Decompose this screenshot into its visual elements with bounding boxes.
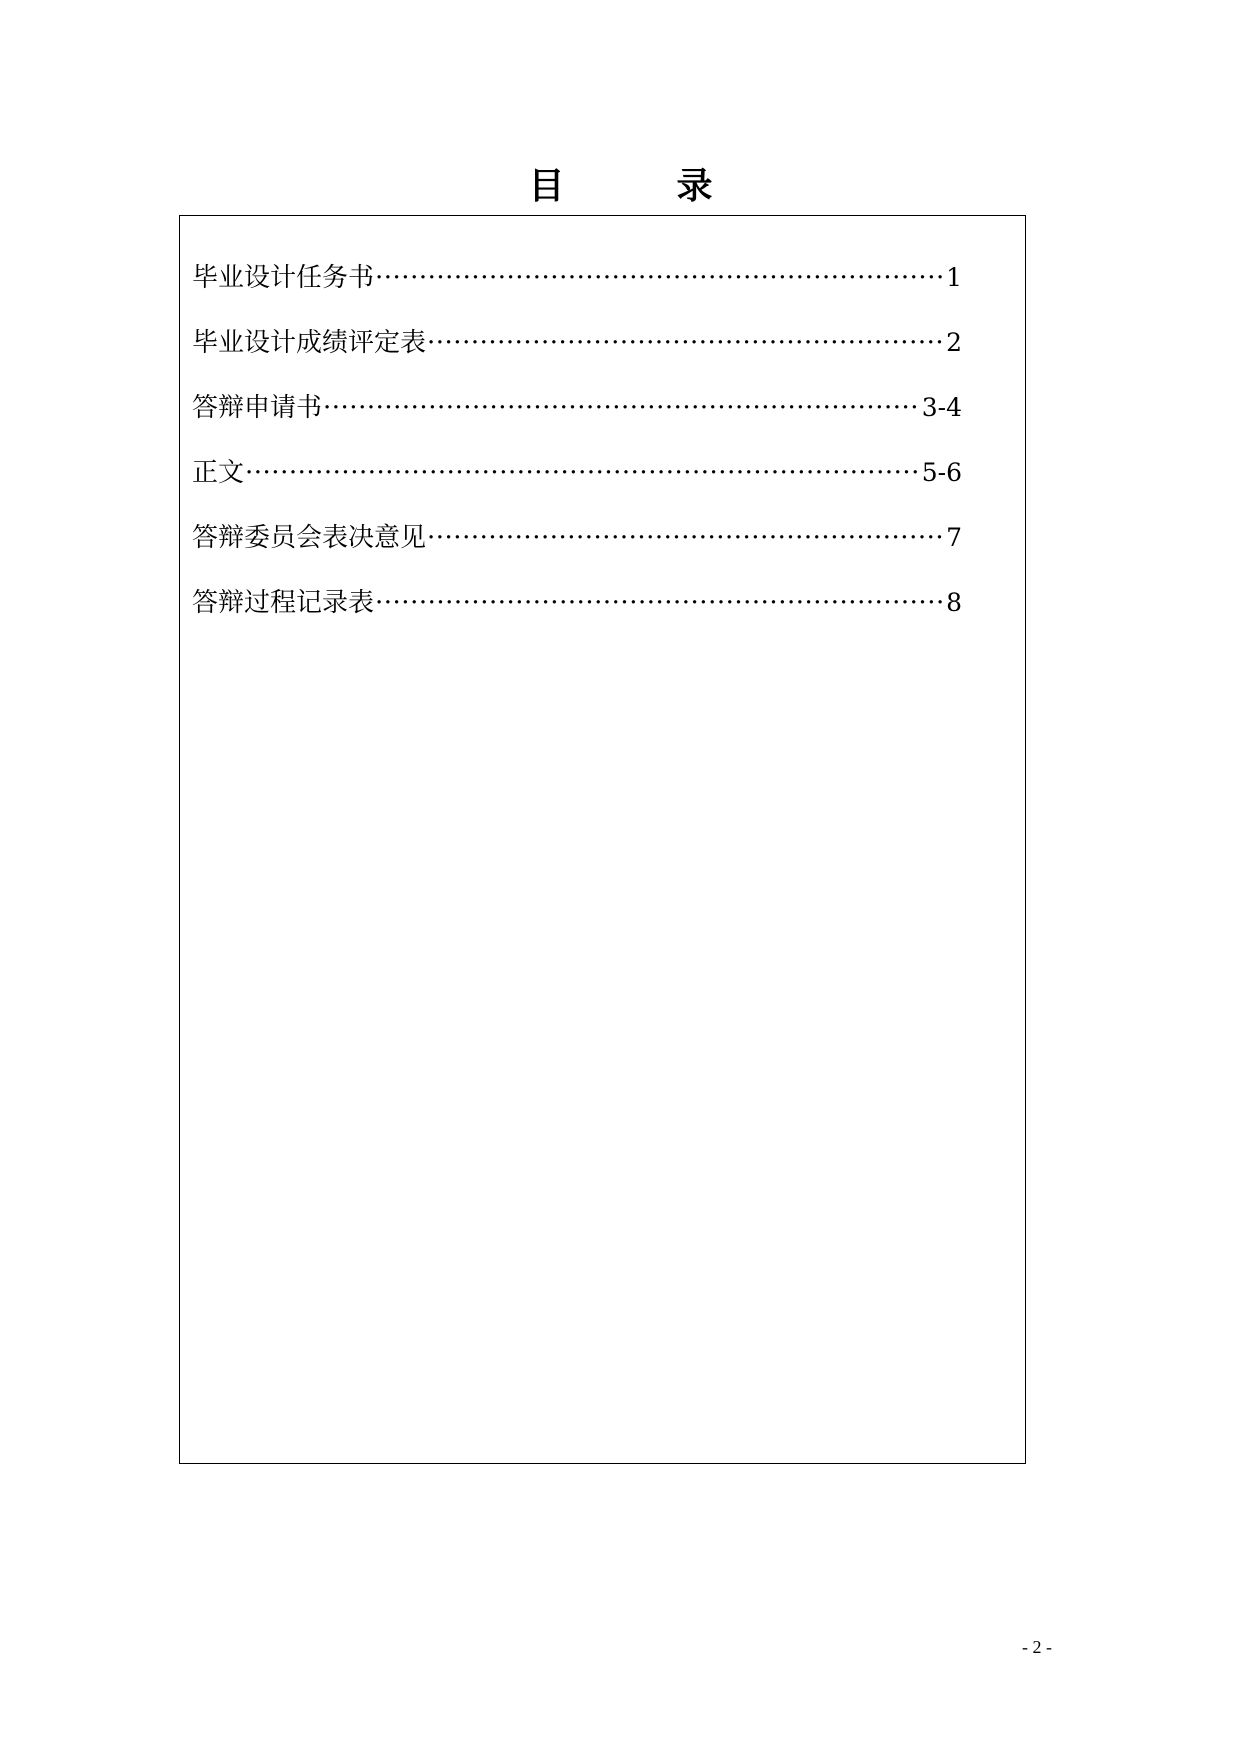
toc-entry[interactable] bbox=[192, 521, 962, 586]
toc-entry-label: 毕业设计成绩评定表 bbox=[192, 328, 427, 358]
toc-entry[interactable] bbox=[192, 586, 962, 651]
toc-entry[interactable] bbox=[192, 391, 962, 456]
toc-leader-dots bbox=[375, 261, 945, 295]
toc-entry-page: 2 bbox=[946, 328, 962, 357]
toc-entry-page: 1 bbox=[946, 263, 962, 292]
toc-entry-page: 3-4 bbox=[921, 393, 962, 422]
toc-entry[interactable] bbox=[192, 456, 962, 521]
toc-entry-label: 毕业设计任务书 bbox=[192, 263, 375, 293]
page-title bbox=[0, 158, 1241, 209]
table-of-contents-box bbox=[179, 215, 1026, 1464]
toc-list bbox=[192, 261, 962, 651]
toc-entry[interactable] bbox=[192, 326, 962, 391]
toc-leader-dots bbox=[323, 391, 921, 425]
toc-leader-dots bbox=[375, 586, 945, 620]
toc-entry[interactable] bbox=[192, 261, 962, 326]
toc-leader-dots bbox=[245, 456, 921, 490]
toc-entry-page: 5-6 bbox=[921, 458, 962, 487]
page-number: - 2 - bbox=[1022, 1637, 1052, 1657]
title-char-2: 录 bbox=[676, 166, 713, 207]
toc-leader-dots bbox=[427, 326, 945, 360]
toc-entry-label: 正文 bbox=[192, 458, 245, 488]
toc-entry-label: 答辩委员会表决意见 bbox=[192, 523, 427, 553]
toc-entry-label: 答辩申请书 bbox=[192, 393, 323, 423]
toc-entry-page: 8 bbox=[946, 588, 962, 617]
title-char-1: 目 bbox=[528, 166, 565, 207]
toc-entry-page: 7 bbox=[946, 523, 962, 552]
toc-leader-dots bbox=[427, 521, 945, 555]
toc-entry-label: 答辩过程记录表 bbox=[192, 588, 375, 618]
